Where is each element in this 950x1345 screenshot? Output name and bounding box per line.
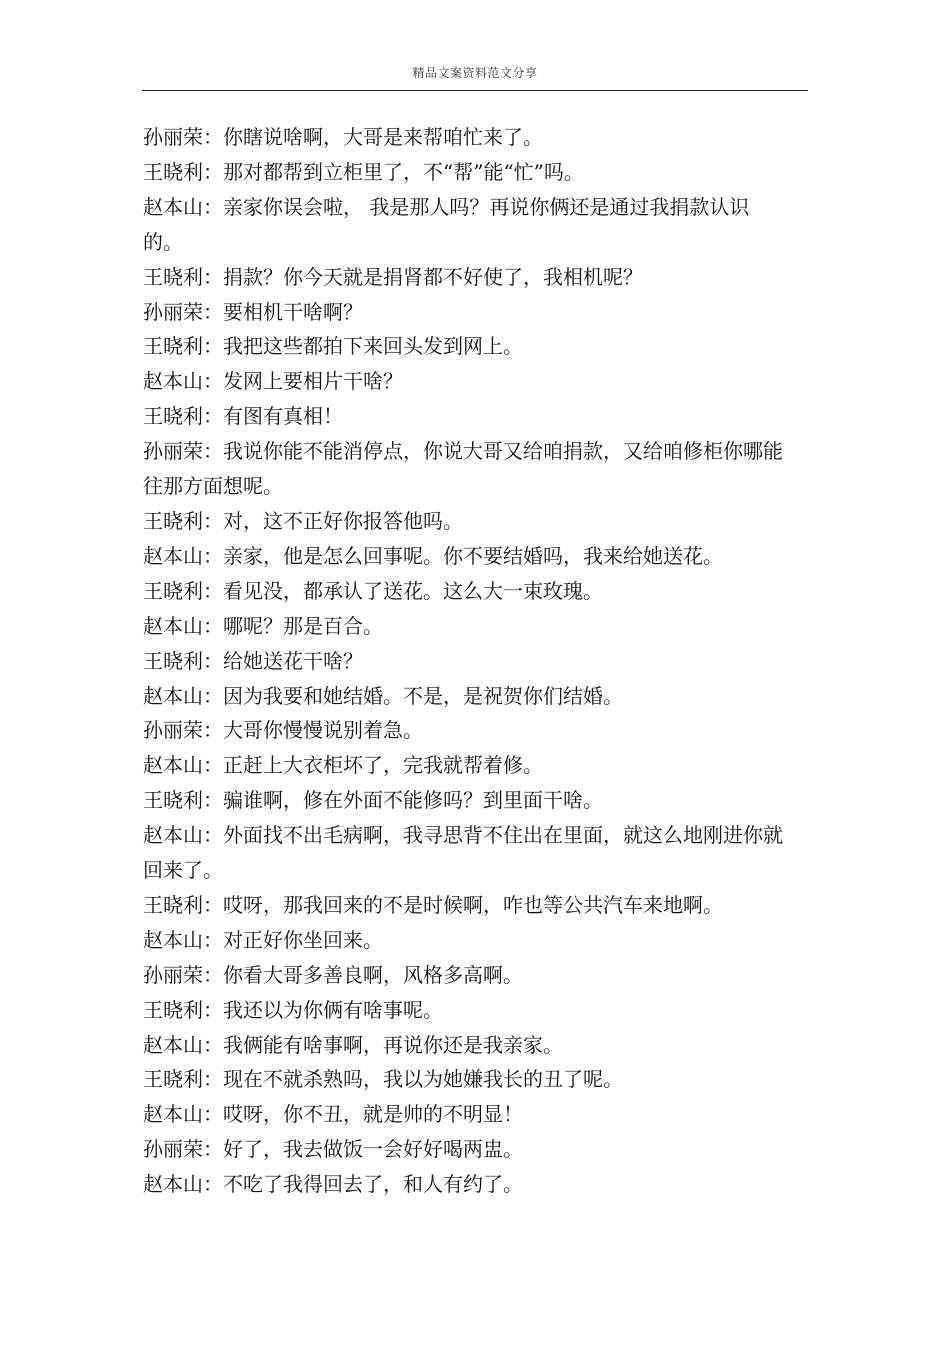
dialogue-line xyxy=(143,679,783,714)
line-text: 现在不就杀熟吗，我以为她嫌我长的丑了呢。 xyxy=(223,1067,623,1092)
speaker-name: 王晓利 xyxy=(143,892,203,917)
speaker-name: 孙丽荣 xyxy=(143,125,203,149)
dialogue-line xyxy=(143,748,783,783)
dialogue-line xyxy=(143,644,783,679)
speaker-name: 赵本山 xyxy=(143,683,203,708)
speaker-separator: ： xyxy=(203,718,223,743)
speaker-name: 赵本山 xyxy=(143,1172,203,1197)
speaker-name: 赵本山 xyxy=(143,823,203,848)
speaker-separator: ： xyxy=(203,1067,223,1092)
speaker-separator: ： xyxy=(203,264,223,289)
dialogue-line xyxy=(143,329,783,364)
dialogue-line xyxy=(143,1097,783,1132)
dialogue-line xyxy=(143,260,783,295)
line-text: 正赶上大衣柜坏了，完我就帮着修。 xyxy=(223,753,543,778)
dialogue-line xyxy=(143,434,783,504)
speaker-separator: ： xyxy=(203,613,223,638)
dialogue-list xyxy=(143,120,783,1202)
speaker-separator: ： xyxy=(203,927,223,952)
dialogue-line xyxy=(143,1132,783,1167)
speaker-separator: ： xyxy=(203,1032,223,1057)
speaker-separator: ： xyxy=(203,892,223,917)
speaker-separator: ： xyxy=(203,508,223,533)
line-text: 哪呢？那是百合。 xyxy=(223,613,383,638)
dialogue-line xyxy=(143,1167,783,1202)
speaker-name: 王晓利 xyxy=(143,1067,203,1092)
speaker-separator: ： xyxy=(203,962,223,987)
speaker-name: 王晓利 xyxy=(143,578,203,603)
speaker-separator: ： xyxy=(203,543,223,568)
line-text: 好了，我去做饭一会好好喝两盅。 xyxy=(223,1137,523,1162)
speaker-separator: ： xyxy=(203,683,223,708)
dialogue-line xyxy=(143,504,783,539)
speaker-name: 王晓利 xyxy=(143,404,203,429)
line-text: 你瞎说啥啊，大哥是来帮咱忙来了。 xyxy=(223,125,543,149)
speaker-name: 赵本山 xyxy=(143,543,203,568)
line-text: 发网上要相片干啥？ xyxy=(223,369,403,394)
dialogue-line xyxy=(143,364,783,399)
line-text: 因为我要和她结婚。不是，是祝贺你们结婚。 xyxy=(223,683,623,708)
speaker-separator: ： xyxy=(203,1102,223,1127)
line-text: 我把这些都拍下来回头发到网上。 xyxy=(223,334,523,359)
speaker-name: 赵本山 xyxy=(143,1102,203,1127)
speaker-name: 王晓利 xyxy=(143,508,203,533)
speaker-name: 王晓利 xyxy=(143,159,203,184)
line-text: 哎呀，你不丑，就是帅的不明显！ xyxy=(223,1102,523,1127)
speaker-separator: ： xyxy=(203,334,223,359)
speaker-name: 孙丽荣 xyxy=(143,962,203,987)
dialogue-line xyxy=(143,399,783,434)
line-text: 你看大哥多善良啊，风格多高啊。 xyxy=(223,962,523,987)
dialogue-line xyxy=(143,539,783,574)
line-text: 不吃了我得回去了，和人有约了。 xyxy=(223,1172,523,1197)
speaker-separator: ： xyxy=(203,753,223,778)
speaker-separator: ： xyxy=(203,194,223,219)
line-text: 外面找不出毛病啊，我寻思背不住出在里面，就这么地刚进你就回来了。 xyxy=(143,823,783,883)
speaker-separator: ： xyxy=(203,404,223,429)
speaker-name: 孙丽荣 xyxy=(143,718,203,743)
speaker-separator: ： xyxy=(203,1172,223,1197)
speaker-name: 赵本山 xyxy=(143,1032,203,1057)
line-text: 我俩能有啥事啊，再说你还是我亲家。 xyxy=(223,1032,563,1057)
speaker-name: 孙丽荣 xyxy=(143,1137,203,1162)
line-text: 我还以为你俩有啥事呢。 xyxy=(223,997,443,1022)
dialogue-line xyxy=(143,609,783,644)
dialogue-line xyxy=(143,783,783,818)
speaker-name: 王晓利 xyxy=(143,997,203,1022)
speaker-name: 孙丽荣 xyxy=(143,439,203,464)
speaker-separator: ： xyxy=(203,997,223,1022)
speaker-separator: ： xyxy=(203,823,223,848)
speaker-separator: ： xyxy=(203,648,223,673)
line-text: 要相机干啥啊？ xyxy=(223,299,363,324)
line-text: 对正好你坐回来。 xyxy=(223,927,383,952)
dialogue-line xyxy=(143,295,783,330)
dialogue-line xyxy=(143,958,783,993)
dialogue-line xyxy=(143,713,783,748)
speaker-separator: ： xyxy=(203,125,223,149)
speaker-separator: ： xyxy=(203,299,223,324)
speaker-separator: ： xyxy=(203,788,223,813)
line-text: 看见没，都承认了送花。这么大一束玫瑰。 xyxy=(223,578,603,603)
dialogue-line xyxy=(143,1062,783,1097)
line-text: 捐款？你今天就是捐肾都不好使了，我相机呢？ xyxy=(223,264,643,289)
speaker-separator: ： xyxy=(203,369,223,394)
dialogue-line xyxy=(143,993,783,1028)
speaker-name: 孙丽荣 xyxy=(143,299,203,324)
line-text: 有图有真相！ xyxy=(223,404,343,429)
speaker-name: 赵本山 xyxy=(143,927,203,952)
line-text: 亲家，他是怎么回事呢。你不要结婚吗，我来给她送花。 xyxy=(223,543,723,568)
line-text: 骗谁啊，修在外面不能修吗？到里面干啥。 xyxy=(223,788,603,813)
line-text: 对，这不正好你报答他吗。 xyxy=(223,508,463,533)
dialogue-line xyxy=(143,923,783,958)
speaker-separator: ： xyxy=(203,578,223,603)
dialogue-line xyxy=(143,155,783,190)
dialogue-line xyxy=(143,574,783,609)
dialogue-line xyxy=(143,818,783,888)
speaker-name: 王晓利 xyxy=(143,334,203,359)
line-text: 大哥你慢慢说别着急。 xyxy=(223,718,423,743)
speaker-name: 赵本山 xyxy=(143,194,203,219)
speaker-name: 赵本山 xyxy=(143,369,203,394)
speaker-name: 王晓利 xyxy=(143,264,203,289)
dialogue-line xyxy=(143,888,783,923)
speaker-separator: ： xyxy=(203,159,223,184)
header-divider xyxy=(142,90,808,91)
dialogue-line xyxy=(143,190,783,260)
dialogue-line xyxy=(143,120,783,155)
line-text: 那对都帮到立柜里了，不“帮”能“忙”吗。 xyxy=(223,159,584,184)
line-text: 哎呀，那我回来的不是时候啊，咋也等公共汽车来地啊。 xyxy=(223,892,723,917)
speaker-name: 赵本山 xyxy=(143,613,203,638)
line-text: 给她送花干啥？ xyxy=(223,648,363,673)
speaker-name: 赵本山 xyxy=(143,753,203,778)
dialogue-line xyxy=(143,1028,783,1063)
speaker-separator: ： xyxy=(203,1137,223,1162)
page-header: 精品文案资料范文分享 xyxy=(412,66,538,80)
line-text: 亲家你误会啦， 我是那人吗？再说你俩还是通过我捐款认识的。 xyxy=(143,194,750,254)
line-text: 我说你能不能消停点，你说大哥又给咱捐款，又给咱修柜你哪能往那方面想呢。 xyxy=(143,439,783,499)
speaker-name: 王晓利 xyxy=(143,788,203,813)
speaker-name: 王晓利 xyxy=(143,648,203,673)
speaker-separator: ： xyxy=(203,439,223,464)
